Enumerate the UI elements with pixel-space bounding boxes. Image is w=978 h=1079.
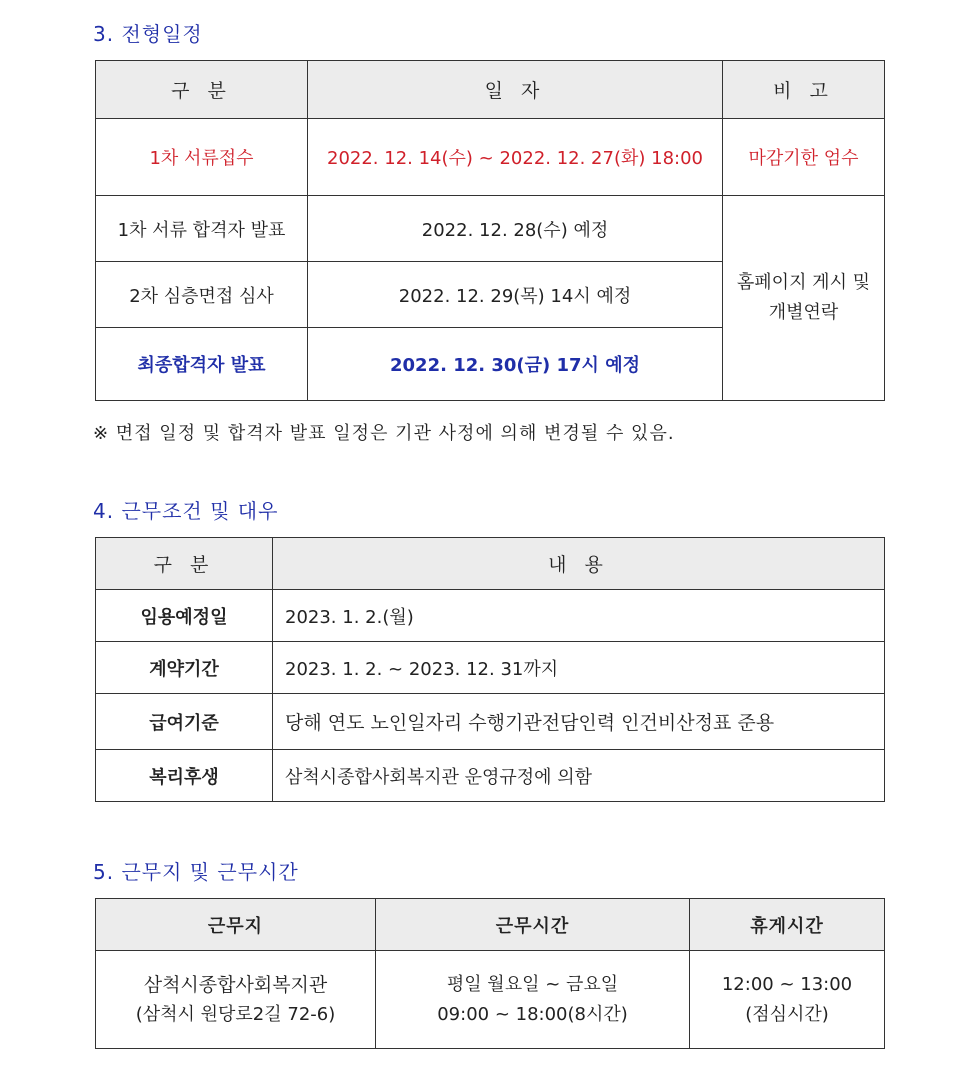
schedule-row-4-date: 2022. 12. 30(금) 17시 예정 — [308, 328, 723, 401]
conditions-row-2-value: 2023. 1. 2. ~ 2023. 12. 31까지 — [273, 642, 885, 694]
schedule-header-remark: 비 고 — [723, 61, 885, 119]
conditions-row-1-value: 2023. 1. 2.(월) — [273, 590, 885, 642]
workplace-place-name: 삼척시종합사회복지관 — [143, 973, 328, 996]
conditions-header-category: 구 분 — [96, 538, 273, 590]
conditions-row-3-label: 급여기준 — [96, 694, 273, 750]
merged-remark-line-2: 개별연락 — [768, 302, 839, 323]
schedule-row-3-date: 2022. 12. 29(목) 14시 예정 — [308, 262, 723, 328]
schedule-row-2-date: 2022. 12. 28(수) 예정 — [308, 196, 723, 262]
conditions-row-3-value: 당해 연도 노인일자리 수행기관전담인력 인건비산정표 준용 — [273, 694, 885, 750]
conditions-row-4-label: 복리후생 — [96, 750, 273, 802]
workplace-hours-days: 평일 월요일 ~ 금요일 — [446, 973, 619, 995]
workplace-break-label: (점심시간) — [745, 1003, 829, 1025]
schedule-header-category: 구 분 — [96, 61, 308, 119]
schedule-row-1-date: 2022. 12. 14(수) ~ 2022. 12. 27(화) 18:00 — [308, 119, 723, 196]
conditions-header-content: 내 용 — [273, 538, 885, 590]
workplace-break-cell — [690, 951, 885, 1049]
schedule-row-1-label: 1차 서류접수 — [96, 119, 308, 196]
workplace-header-hours: 근무시간 — [376, 899, 690, 951]
schedule-row-2-label: 1차 서류 합격자 발표 — [96, 196, 308, 262]
conditions-table — [95, 537, 885, 802]
workplace-place-address: (삼척시 원당로2길 72-6) — [135, 1003, 336, 1025]
conditions-row-4-value: 삼척시종합사회복지관 운영규정에 의함 — [273, 750, 885, 802]
workplace-header-place: 근무지 — [96, 899, 376, 951]
schedule-header-date: 일 자 — [308, 61, 723, 119]
conditions-row-1-label: 임용예정일 — [96, 590, 273, 642]
merged-remark-line-1: 홈페이지 게시 및 — [736, 272, 871, 293]
schedule-row-1-remark: 마감기한 엄수 — [723, 119, 885, 196]
workplace-hours-time: 09:00 ~ 18:00(8시간) — [437, 1003, 628, 1025]
schedule-table — [95, 60, 885, 401]
schedule-row-3-label: 2차 심층면접 심사 — [96, 262, 308, 328]
workplace-place-cell — [96, 951, 376, 1049]
schedule-row-4-label: 최종합격자 발표 — [96, 328, 308, 401]
section-4-title: 4. 근무조건 및 대우 — [93, 499, 279, 523]
schedule-footnote: ※ 면접 일정 및 합격자 발표 일정은 기관 사정에 의해 변경될 수 있음. — [93, 423, 675, 444]
workplace-header-break: 휴게시간 — [690, 899, 885, 951]
workplace-table — [95, 898, 885, 1049]
section-3-title: 3. 전형일정 — [93, 22, 203, 46]
conditions-row-2-label: 계약기간 — [96, 642, 273, 694]
workplace-break-time: 12:00 ~ 13:00 — [721, 973, 853, 995]
workplace-hours-cell — [376, 951, 690, 1049]
schedule-merged-remark — [723, 196, 885, 401]
section-5-title: 5. 근무지 및 근무시간 — [93, 860, 299, 884]
